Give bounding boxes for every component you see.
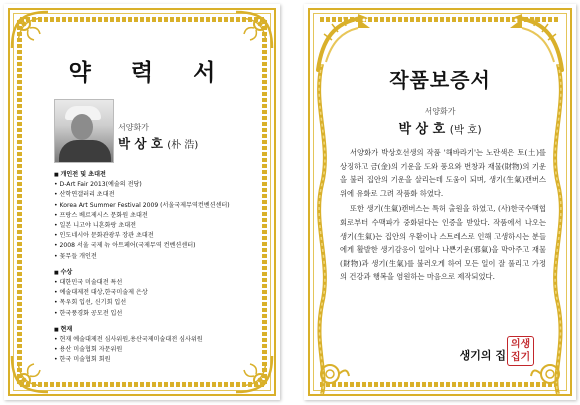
artist-role: 서양화가 <box>424 107 456 116</box>
certificate-body <box>340 146 546 284</box>
list-item: • 목우회 입선, 신기회 입선 <box>54 298 276 308</box>
list-item: • 일본 니고야 니혼화랑 초대전 <box>54 221 276 231</box>
artist-name-text: 박 상 호 <box>118 136 163 151</box>
red-seal-stamp <box>507 336 534 366</box>
list-item: • 한국풍경화 공모전 입선 <box>54 309 276 319</box>
cloud-swirl-icon <box>528 352 568 392</box>
section-heading: ■ 수상 <box>54 268 276 278</box>
artist-name-suffix: (朴 浩) <box>167 140 199 151</box>
section-heading: ■ 현재 <box>54 325 276 335</box>
section-heading: ■ 개인전 및 초대전 <box>54 170 276 180</box>
artist-name <box>118 134 198 152</box>
list-item: • 용산 미술협회 자문위원 <box>54 345 276 355</box>
artist-name-text: 박 상 호 <box>398 122 446 137</box>
resume-title: 약 력 서 <box>68 60 232 86</box>
artist-photo <box>54 99 114 163</box>
certificate-page <box>304 4 576 400</box>
cloud-swirl-icon <box>312 352 352 392</box>
list-item: • 대한민국 미술대전 특선 <box>54 278 276 288</box>
artist-name <box>304 118 576 137</box>
certificate-paragraph: 또한 생기(生氣)캔버스는 특허 출원을 하였고, (사)한국수맥협회로부터 수맥파가 중화된다는 인증을 받았다. 작품에서 나오는 생기(生氣)는 집안의 우환이나 스트레스로 인해 고생하시는 분들에게 활발한 생기감응이 일어나 나쁜기운(邪氣)을 막아주고 재물(財物)과 생기(生氣)를 불러오게 하여 모든 일이 잘 풀리고 가정의 건강과 행복을 염원하는 마음으로 제작되었다. <box>340 204 546 282</box>
signature-text: 생기의 집 <box>459 349 506 362</box>
list-item: • 산학연갤러리 초대전 <box>54 190 276 200</box>
seal-line: 집기 <box>510 352 531 363</box>
resume-list <box>54 170 276 366</box>
certificate-paragraph: 서양화가 박상호선생의 작품 '해바라기'는 노란색은 토(土)를 상징하고 금(金)의 기운을 도와 풍요와 번창과 재물(財物)의 기운을 불러 집안의 기운을 살리는데 도움이 되며, 생기(生氣)캔버스 위에 유화로 그려 작품화 하였다. <box>340 148 546 198</box>
list-item: • 프랑스 베르제시스 문화원 초대전 <box>54 211 276 221</box>
list-item: • 인도네시아 문화관광부 장관 초대전 <box>54 231 276 241</box>
list-item: • D-Art Fair 2013(예술의 전당) <box>54 180 276 190</box>
artist-name-suffix: (박 호) <box>449 124 482 136</box>
certificate-title: 작품보증서 <box>389 68 491 92</box>
resume-page <box>4 4 280 400</box>
list-item: • 2008 서울 국제 뉴 아트페어(국제무역 컨벤션센터) <box>54 241 276 251</box>
artist-role: 서양화가 <box>118 123 149 132</box>
list-item: • 한국 미술협회 회원 <box>54 355 276 365</box>
seal-line: 의생 <box>510 339 531 350</box>
list-item: • 꽃무들 개인전 <box>54 252 276 262</box>
list-item: • Korea Art Summer Festival 2009 (서울국제무역컨벤션센터) <box>54 201 276 211</box>
list-item: • 예술대제전 대상,한국미술제 은상 <box>54 288 276 298</box>
list-item: • 현재 예술대제전 심사위원,용산국제미술대전 심사위원 <box>54 335 276 345</box>
meander-border-bottom <box>320 382 560 387</box>
